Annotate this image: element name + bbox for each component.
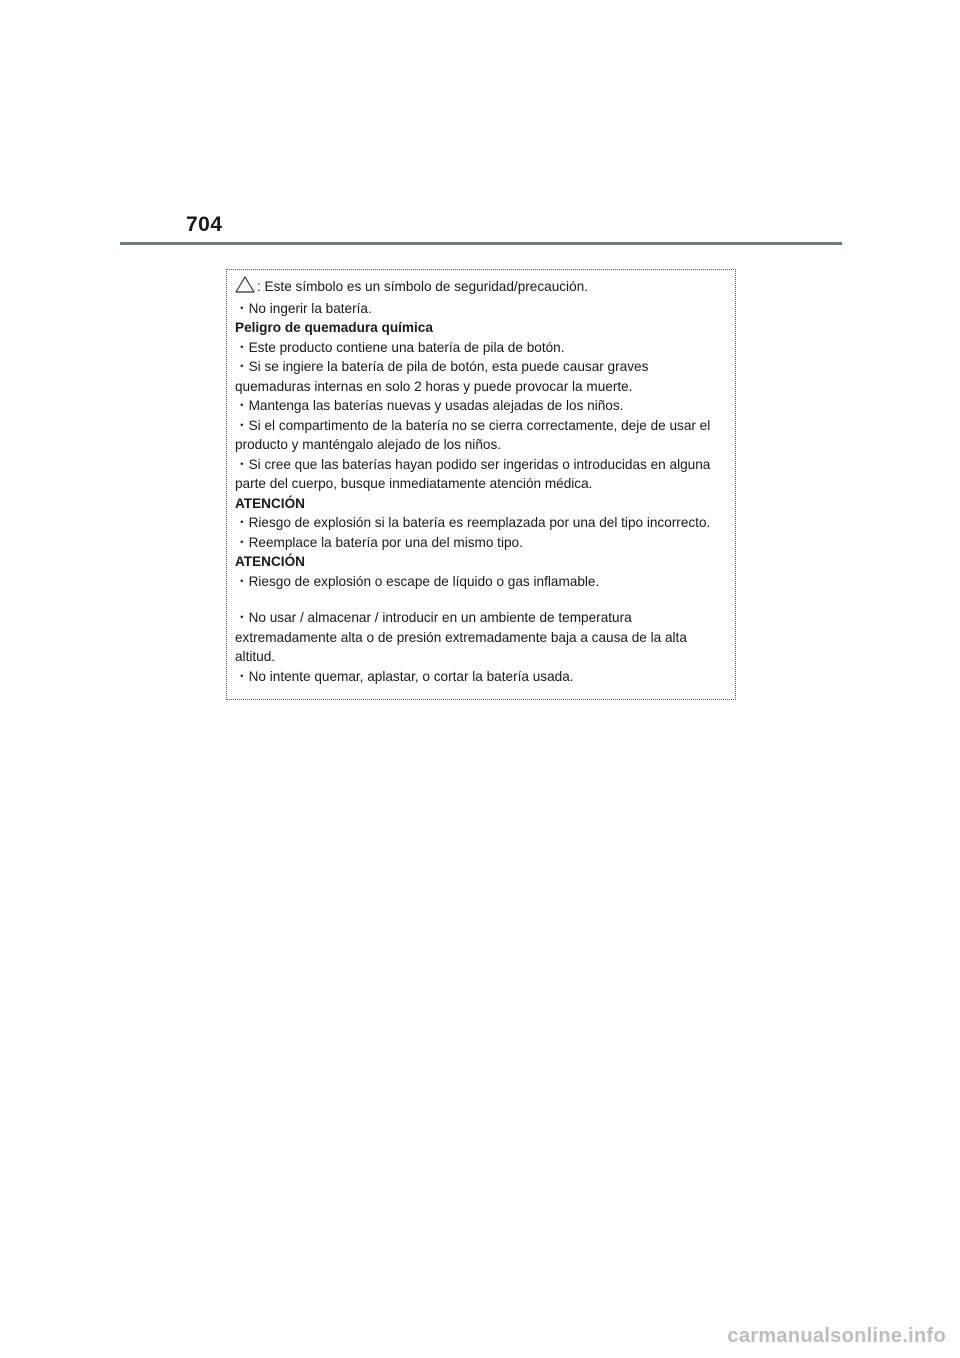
- header-rule: [120, 242, 842, 245]
- notice-line: extremadamente alta o de presión extremadamente baja a causa de la alta: [235, 629, 687, 645]
- notice-line: ・No usar / almacenar / introducir en un ambiente de temperatura: [235, 610, 632, 625]
- notice-heading: Peligro de quemadura química: [235, 320, 433, 335]
- notice-line: ・No ingerir la batería.: [235, 300, 372, 316]
- notice-line: ・No intente quemar, aplastar, o cortar la batería usada.: [235, 668, 574, 684]
- warning-triangle-icon: [235, 276, 255, 299]
- notice-heading: ATENCIÓN: [235, 554, 305, 569]
- notice-heading: ATENCIÓN: [235, 495, 305, 511]
- notice-line: ・Si el compartimento de la batería no se cierra correctamente, deje de usar el: [235, 417, 711, 433]
- notice-line: quemaduras internas en solo 2 horas y puede provocar la muerte.: [235, 378, 633, 394]
- notice-line: altitud.: [235, 649, 276, 664]
- page-number: 704: [186, 213, 223, 236]
- notice-line: ・Mantenga las baterías nuevas y usadas alejadas de los niños.: [235, 398, 624, 413]
- notice-line: ・Este producto contiene una batería de pila de botón.: [235, 339, 565, 355]
- notice-line: ・Riesgo de explosión o escape de líquido o gas inflamable.: [235, 573, 600, 589]
- notice-blank-line: [235, 591, 727, 608]
- symbol-line: [235, 276, 727, 299]
- notice-line: producto y manténgalo alejado de los niños.: [235, 437, 502, 452]
- notice-line: ・Riesgo de explosión si la batería es reemplazada por una del tipo incorrecto.: [235, 515, 711, 530]
- watermark: carmanualsonline.info: [727, 1325, 946, 1347]
- notice-line: ・Si se ingiere la batería de pila de botón, esta puede causar graves: [235, 359, 649, 374]
- notice-line: parte del cuerpo, busque inmediatamente atención médica.: [235, 476, 593, 491]
- symbol-line-text: : Este símbolo es un símbolo de seguridad/precaución.: [257, 279, 588, 294]
- notice-line: ・Si cree que las baterías hayan podido ser ingeridas o introducidas en alguna: [235, 456, 711, 472]
- safety-notice-box: [226, 269, 736, 700]
- notice-line: ・Reemplace la batería por una del mismo tipo.: [235, 534, 523, 550]
